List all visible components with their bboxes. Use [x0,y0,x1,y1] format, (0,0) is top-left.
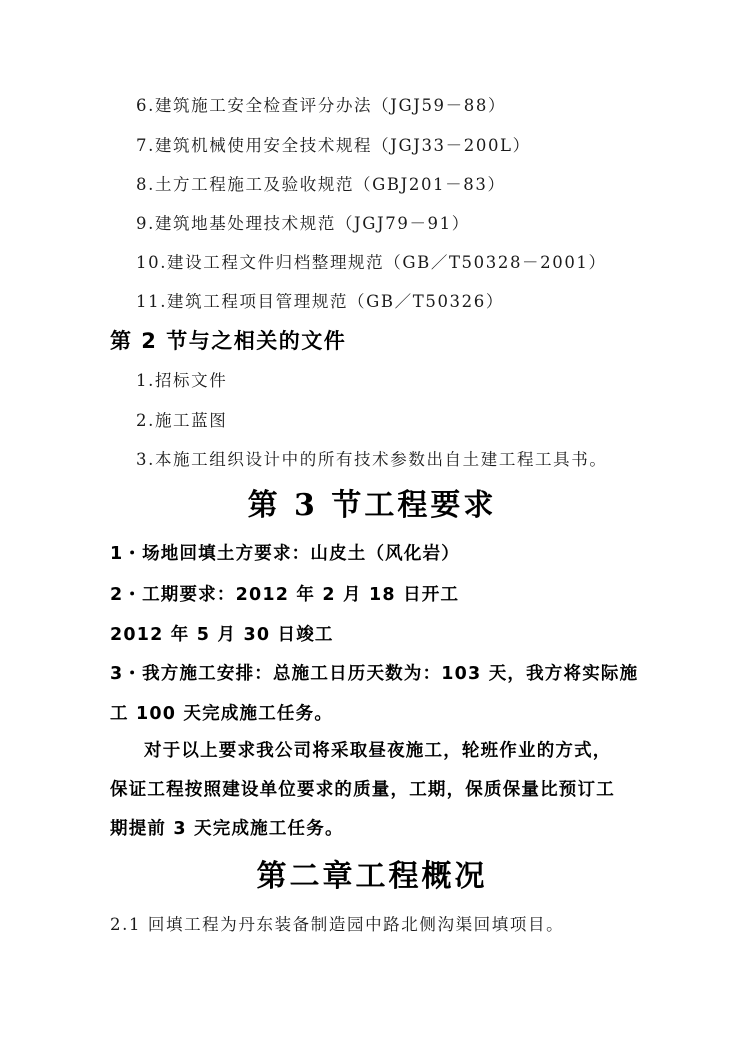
related-file-3: 3.本施工组织设计中的所有技术参数出自土建工程工具书。 [136,450,608,469]
section-2-heading: 第 2 节与之相关的文件 [110,329,347,353]
requirement-3-line-2: 工 100 天完成施工任务。 [110,704,334,724]
standard-item-9: 9.建筑地基处理技术规范（JGJ79－91） [136,214,470,233]
standard-item-7: 7.建筑机械使用安全技术规程（JGJ33－200L） [136,136,531,155]
paragraph-line-3: 期提前 3 天完成施工任务。 [110,819,344,839]
requirement-2-end: 2012 年 5 月 30 日竣工 [110,625,334,645]
chapter-2-heading: 第二章工程概况 [256,859,488,894]
overview-text: 2.1 回填工程为丹东装备制造园中路北侧沟渠回填项目。 [110,915,565,934]
requirement-2: 2・工期要求：2012 年 2 月 18 日开工 [110,585,460,605]
paragraph-line-2: 保证工程按照建设单位要求的质量，工期，保质保量比预订工 [110,780,615,800]
section-3-heading: 第 3 节工程要求 [247,488,497,523]
standard-item-11: 11.建筑工程项目管理规范（GB／T50326） [136,292,504,311]
standard-item-6: 6.建筑施工安全检查评分办法（JGJ59－88） [136,96,507,115]
paragraph-line-1: 对于以上要求我公司将采取昼夜施工，轮班作业的方式， [144,741,612,761]
requirement-3-line-1: 3・我方施工安排：总施工日历天数为：103 天，我方将实际施 [110,664,639,684]
related-file-1: 1.招标文件 [136,371,228,390]
requirement-1: 1・场地回填土方要求：山皮土（风化岩） [110,544,460,564]
standard-item-10: 10.建设工程文件归档整理规范（GB／T50328－2001） [136,253,607,272]
related-file-2: 2.施工蓝图 [136,411,228,430]
standard-item-8: 8.土方工程施工及验收规范（GBJ201－83） [136,175,506,194]
